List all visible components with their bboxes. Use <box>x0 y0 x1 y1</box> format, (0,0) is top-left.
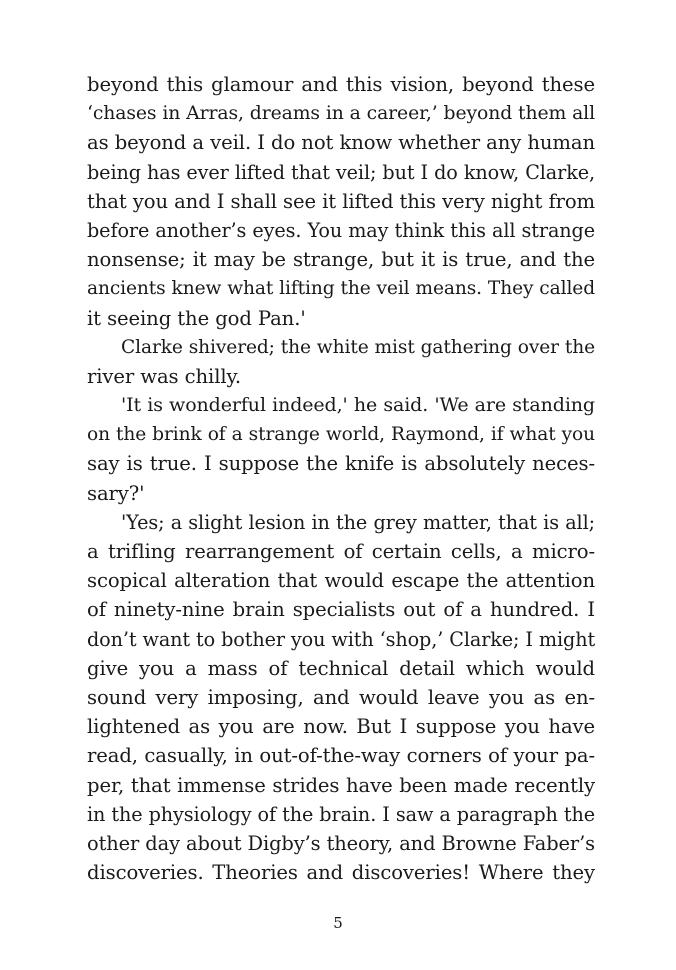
text-line: of ninety-nine brain specialists out of a hundred. I <box>87 598 595 622</box>
text-line: Clarke shivered; the white mist gathering over the <box>121 336 595 358</box>
page-number: 5 <box>333 914 343 932</box>
text-line: beyond this glamour and this vision, beyond these <box>87 73 595 96</box>
text-line: before another’s eyes. You may think this all strange <box>87 218 595 242</box>
text-line: in the physiology of the brain. I saw a paragraph the <box>87 802 595 826</box>
text-line: river was chilly. <box>87 364 242 388</box>
text-line: 'It is wonderful indeed,' he said. 'We are standing <box>121 394 595 417</box>
text-line: discoveries. Theories and discoveries! Where they <box>87 861 595 885</box>
text-line: lightened as you are now. But I suppose you have <box>87 715 595 739</box>
text-line: say is true. I suppose the knife is absolutely neces- <box>87 452 595 476</box>
text-line: ancients knew what lifting the veil means. They called <box>87 278 595 300</box>
body-text <box>87 70 595 887</box>
text-line: ‘chases in Arras, dreams in a career,’ beyond them all <box>87 103 595 125</box>
text-line: on the brink of a strange world, Raymond, if what you <box>87 424 595 446</box>
text-line: sary?' <box>87 481 145 505</box>
text-line: being has ever lifted that veil; but I do know, Clarke, <box>87 160 595 184</box>
text-line: per, that immense strides have been made recently <box>87 773 595 797</box>
text-line: a trifling rearrangement of certain cells, a micro- <box>87 540 595 563</box>
text-line: don’t want to bother you with ‘shop,’ Clarke; I might <box>87 627 596 651</box>
text-line: read, casually, in out-of-the-way corners of your pa- <box>87 744 595 768</box>
text-line: sound very imposing, and would leave you as en- <box>87 685 595 709</box>
text-line: other day about Digby’s theory, and Browne Faber’s <box>87 831 595 855</box>
text-line: that you and I shall see it lifted this very night from <box>87 189 596 213</box>
text-line: give you a mass of technical detail which would <box>87 656 595 680</box>
text-line: scopical alteration that would escape the attention <box>87 569 595 593</box>
text-line: nonsense; it may be strange, but it is true, and the <box>87 248 595 272</box>
text-line: it seeing the god Pan.' <box>87 306 306 330</box>
text-line: 'Yes; a slight lesion in the grey matter, that is all; <box>121 510 595 534</box>
text-line: as beyond a veil. I do not know whether any human <box>87 131 595 155</box>
